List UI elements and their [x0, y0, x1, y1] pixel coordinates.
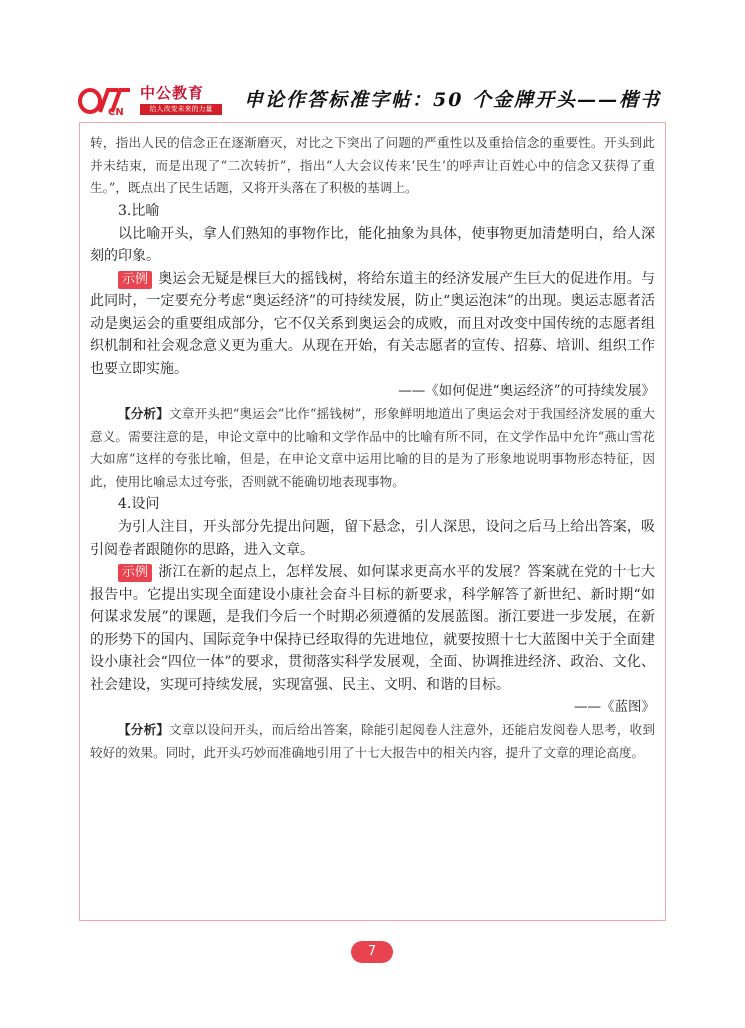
page-header — [78, 78, 668, 122]
logo-tagline: 给人改变未来的力量 — [140, 104, 222, 115]
page-title: 申论作答标准字帖：50 个金牌开头——楷书 — [244, 89, 662, 111]
example-3-source: ——《如何促进“奥运经济”的可持续发展》 — [398, 383, 655, 399]
section-3-title: 3.比喻 — [118, 202, 160, 219]
section-3-description: 以比喻开头，拿人们熟知的事物作比，能化抽象为具体，使事物更加清楚明白，给人深刻的印象。 — [90, 225, 655, 264]
offcn-logo-icon — [78, 84, 138, 116]
analysis-label: 【分析】 — [118, 722, 170, 737]
logo-brand-name: 中公教育 — [140, 84, 205, 102]
svg-text:CN: CN — [108, 107, 124, 116]
section-4-description: 为引人注目，开头部分先提出问题，留下悬念，引人深思，设问之后马上给出答案，吸引阅卷者跟随你的思路，进入文章。 — [90, 519, 655, 558]
analysis-3-paragraph — [90, 403, 655, 493]
document-body — [90, 132, 655, 764]
analysis-label: 【分析】 — [118, 406, 170, 421]
analysis-3-text: 文章开头把“奥运会”比作“摇钱树”，形象鲜明地道出了奥运会对于我国经济发展的重大意义。需要注意的是，申论文章中的比喻和文学作品中的比喻有所不同，在文学作品中允许“燕山雪花大如席”这样的夸张比喻，但是，在申论文章中运用比喻的目的是为了形象地说明事物形态特征，因此，使用比喻忌太过夸张，否则就不能确切地表现事物。 — [90, 406, 655, 489]
example-4-paragraph — [90, 561, 655, 696]
example-3-paragraph — [90, 268, 655, 381]
example-3-text: 奥运会无疑是棵巨大的摇钱树，将给东道主的经济发展产生巨大的促进作用。与此同时，一定要充分考虑“奥运经济”的可持续发展，防止“奥运泡沫”的出现。奥运志愿者活动是奥运会的重要组成部分，它不仅关系到奥运会的成败，而且对改变中国传统的志愿者组织机制和社会观念意义更为重大。从现在开始，有关志愿者的宣传、招募、培训、组织工作也要立即实施。 — [90, 270, 655, 377]
example-badge: 示例 — [118, 271, 152, 289]
page-number: 7 — [351, 941, 393, 963]
example-4-text: 浙江在新的起点上，怎样发展、如何谋求更高水平的发展？答案就在党的十七大报告中。它提出实现全面建设小康社会奋斗目标的新要求，科学解答了新世纪、新时期“如何谋求发展”的课题，是我们今后一个时期必须遵循的发展蓝图。浙江要进一步发展，在新的形势下的国内、国际竞争中保持已经取得的先进地位，就要按照十七大蓝图中关于全面建设小康社会“四位一体”的要求，贯彻落实科学发展观，全面、协调推进经济、政治、文化、社会建设，实现可持续发展，实现富强、民主、文明、和谐的目标。 — [90, 564, 655, 693]
example-4-source: ——《蓝图》 — [574, 699, 655, 715]
intro-paragraph: 转，指出人民的信念正在逐渐磨灭，对比之下突出了问题的严重性以及重拾信念的重要性。开头到此并未结束，而是出现了“二次转折”，指出“人大会议传来‘民生’的呼声让百姓心中的信念又获得了重生。”，既点出了民生话题，又将开头落在了积极的基调上。 — [90, 135, 655, 195]
analysis-4-text: 文章以设问开头，而后给出答案，除能引起阅卷人注意外，还能启发阅卷人思考，收到较好的效果。同时，此开头巧妙而准确地引用了十七大报告中的相关内容，提升了文章的理论高度。 — [90, 722, 656, 760]
section-4-title: 4.设问 — [118, 496, 160, 512]
analysis-4-paragraph — [90, 719, 655, 764]
offcn-logo — [78, 82, 228, 120]
example-badge: 示例 — [118, 564, 152, 582]
